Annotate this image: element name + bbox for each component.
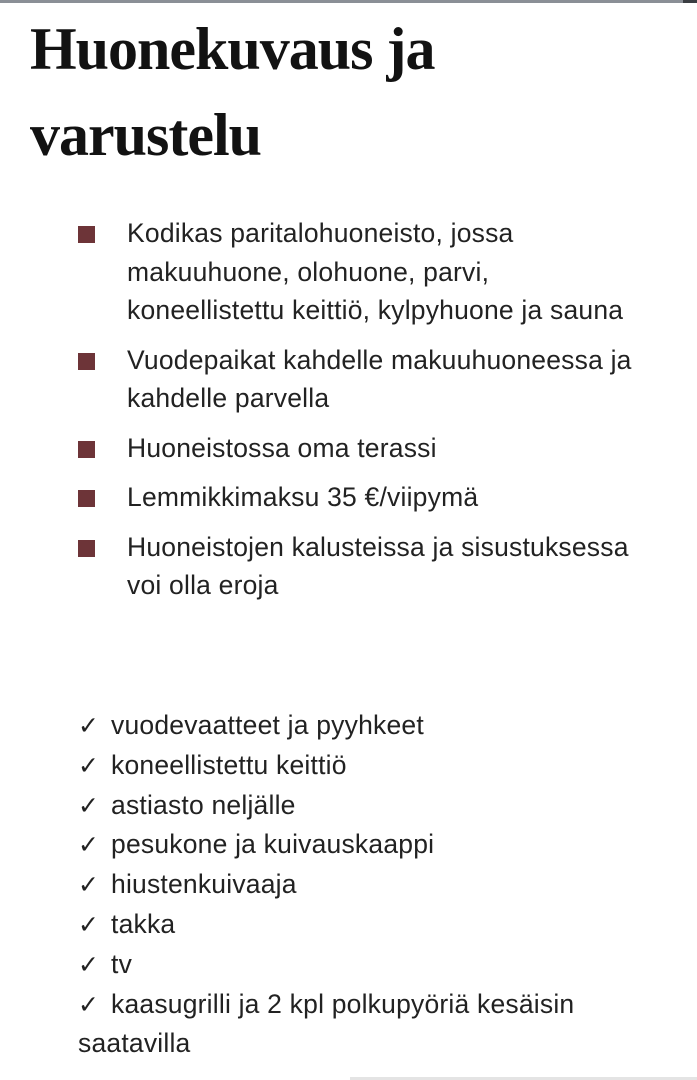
checklist-item: [78, 865, 668, 905]
checklist-item: [78, 786, 668, 826]
checklist-text: vuodevaatteet ja pyyhkeet: [111, 710, 424, 740]
feature-text: Huoneistossa oma terassi: [127, 432, 437, 463]
feature-list: [78, 214, 638, 616]
feature-list-item: [78, 528, 638, 605]
square-bullet-icon: [78, 441, 95, 458]
checklist-text: takka: [111, 908, 176, 939]
checklist-item: [78, 746, 668, 786]
square-bullet-icon: [78, 540, 95, 557]
checkmark-icon: ✓: [78, 989, 100, 1019]
checkmark-icon: ✓: [78, 790, 100, 820]
feature-text: Lemmikkimaksu 35 €/viipymä: [127, 482, 479, 512]
checkmark-icon: ✓: [78, 870, 100, 900]
feature-list-item: [78, 429, 638, 468]
checklist-item: [78, 945, 668, 985]
square-bullet-icon: [78, 226, 95, 243]
page-title: Huonekuvaus ja varustelu: [30, 16, 435, 168]
checklist-item: [78, 706, 668, 746]
checkmark-icon: ✓: [78, 711, 100, 740]
checklist-item: [78, 905, 668, 945]
checkmark-icon: ✓: [78, 750, 100, 780]
checklist-text: hiustenkuivaaja: [111, 869, 297, 900]
feature-list-item: [78, 478, 638, 517]
checkmark-icon: ✓: [78, 830, 100, 860]
checklist-item: [78, 985, 668, 1064]
feature-list-item: [78, 214, 638, 330]
feature-text: Kodikas paritalohuoneisto, jossa makuuhuone, olohuone, parvi, koneellistettu keittiö, kylpyhuone ja sauna: [127, 218, 624, 325]
checklist-text: koneellistettu keittiö: [111, 749, 347, 780]
feature-text: Huoneistojen kalusteissa ja sisustuksessa voi olla eroja: [127, 531, 629, 600]
equipment-checklist: [78, 706, 668, 1063]
checkmark-icon: ✓: [78, 909, 100, 939]
checklist-text: pesukone ja kuivauskaappi: [111, 829, 435, 860]
square-bullet-icon: [78, 353, 95, 370]
checklist-text: kaasugrilli ja 2 kpl polkupyöriä kesäisin saatavilla: [78, 988, 575, 1059]
checkmark-icon: ✓: [78, 949, 100, 979]
checklist-text: tv: [111, 948, 133, 979]
checklist-item: [78, 825, 668, 865]
feature-list-item: [78, 341, 638, 418]
checklist-text: astiasto neljälle: [111, 789, 296, 820]
feature-text: Vuodepaikat kahdelle makuuhuoneessa ja kahdelle parvella: [127, 344, 632, 413]
square-bullet-icon: [78, 490, 95, 507]
